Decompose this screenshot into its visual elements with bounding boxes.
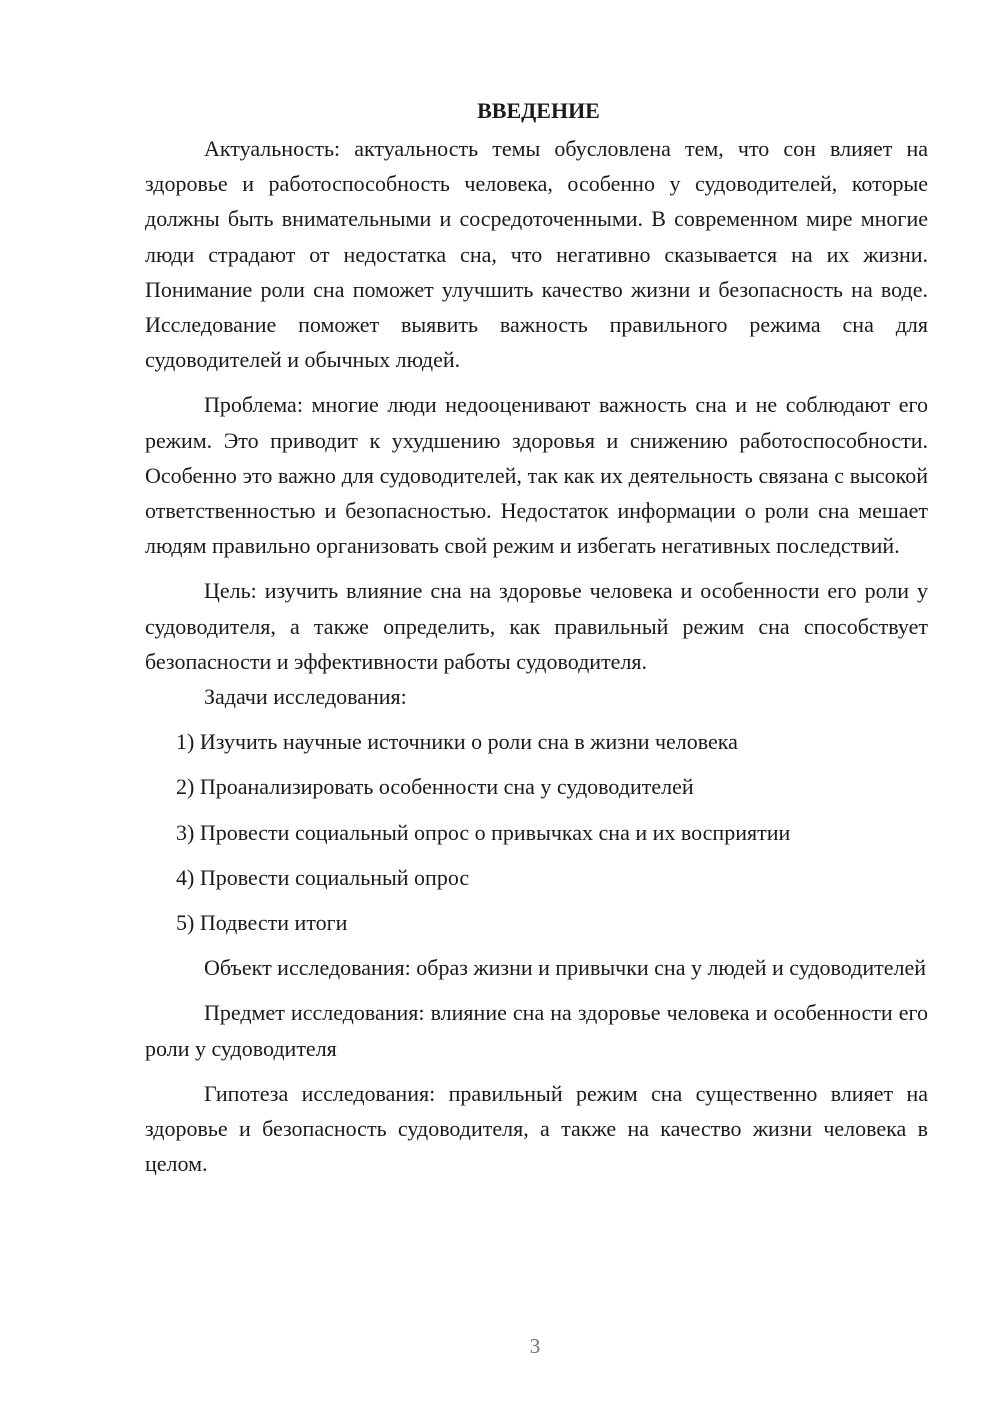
task-number: 3) <box>176 819 195 845</box>
task-number: 5) <box>176 910 195 936</box>
tasks-list <box>145 724 928 940</box>
hypothesis-paragraph: Гипотеза исследования: правильный режим сна существенно влияет на здоровье и безопасность судоводителя, а также на качество жизни человека в целом. <box>145 1080 928 1177</box>
subject-paragraph: Предмет исследования: влияние сна на здоровье человека и особенности его роли у судоводителя <box>145 1000 928 1061</box>
task-item <box>145 769 928 804</box>
page-number: 3 <box>529 1334 541 1358</box>
task-text: Провести социальный опрос <box>199 864 470 890</box>
page-title: ВВЕДЕНИЕ <box>477 98 600 123</box>
object-paragraph: Объект исследования: образ жизни и привычки сна у людей и судоводителей <box>204 955 927 981</box>
task-item <box>145 860 928 895</box>
tasks-heading: Задачи исследования: <box>204 684 407 710</box>
task-item <box>145 724 928 759</box>
task-number: 1) <box>176 729 195 755</box>
relevance-paragraph: Актуальность: актуальность темы обусловлена тем, что сон влияет на здоровье и работоспособность человека, особенно у судоводителей, которые должны быть внимательными и сосредоточенными. В современном мире многие люди страдают от недостатка сна, что негативно сказывается на их жизни. Понимание роли сна поможет улучшить качество жизни и безопасность на воде. Исследование поможет выявить важность правильного режима сна для судоводителей и обычных людей. <box>145 136 928 373</box>
goal-paragraph: Цель: изучить влияние сна на здоровье человека и особенности его роли у судоводителя, а также определить, как правильный режим сна способствует безопасности и эффективности работы судоводителя. <box>145 578 928 674</box>
page-content <box>145 96 928 1181</box>
task-text: Проанализировать особенности сна у судоводителей <box>199 774 694 800</box>
task-number: 4) <box>176 864 195 890</box>
task-item <box>145 905 928 940</box>
task-text: Подвести итоги <box>199 910 348 936</box>
problem-paragraph: Проблема: многие люди недооценивают важность сна и не соблюдают его режим. Это приводит к ухудшению здоровья и снижению работоспособности. Особенно это важно для судоводителей, так как их деятельность связана с высокой ответственностью и безопасностью. Недостаток информации о роли сна мешает людям правильно организовать свой режим и избегать негативных последствий. <box>145 392 928 559</box>
task-item <box>145 815 928 850</box>
task-text: Провести социальный опрос о привычках сна и их восприятии <box>199 819 791 845</box>
task-number: 2) <box>176 774 195 800</box>
task-text: Изучить научные источники о роли сна в жизни человека <box>199 729 738 755</box>
